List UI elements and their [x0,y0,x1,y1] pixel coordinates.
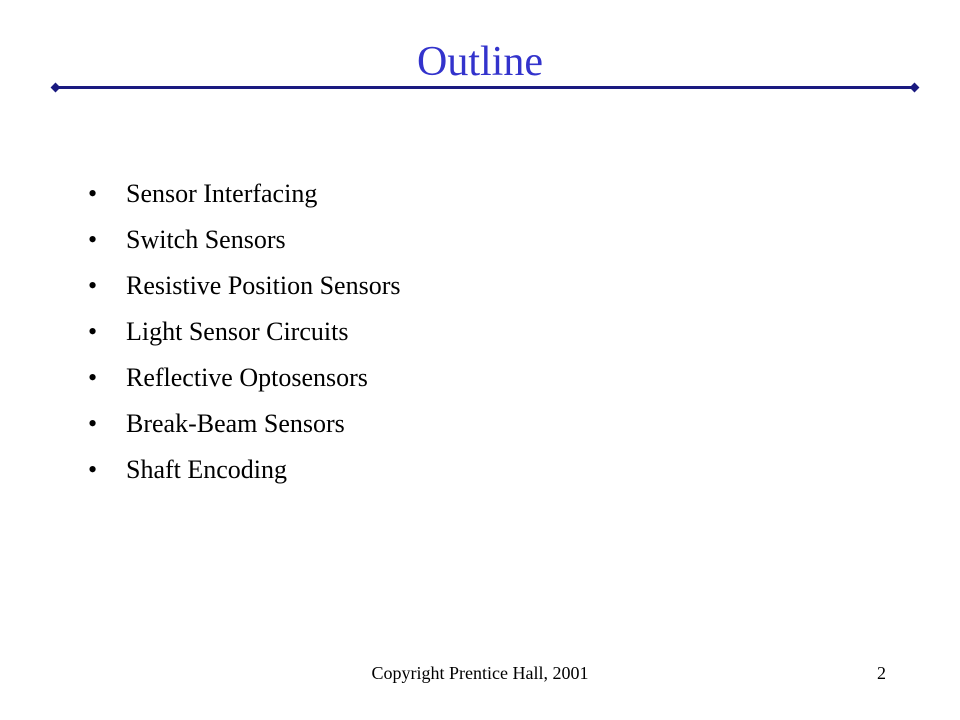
slide-title: Outline [417,39,543,85]
bullet-text: Sensor Interfacing [126,179,318,208]
bullet-icon: • [88,271,98,300]
bullet-icon: • [88,455,98,484]
bullet-text: Break-Beam Sensors [126,409,345,438]
bullet-icon: • [88,179,98,208]
bullet-icon: • [88,363,98,392]
bullet-icon: • [88,225,98,254]
bullet-icon: • [88,409,98,438]
title-underline [56,86,914,89]
footer-copyright: Copyright Prentice Hall, 2001 [371,663,589,683]
bullet-text: Shaft Encoding [126,455,288,484]
bullet-text: Light Sensor Circuits [126,317,349,346]
bullet-icon: • [88,317,98,346]
page-number: 2 [877,663,886,683]
bullet-text: Switch Sensors [126,225,286,254]
bullet-text: Resistive Position Sensors [126,271,401,300]
bullet-text: Reflective Optosensors [126,363,368,392]
